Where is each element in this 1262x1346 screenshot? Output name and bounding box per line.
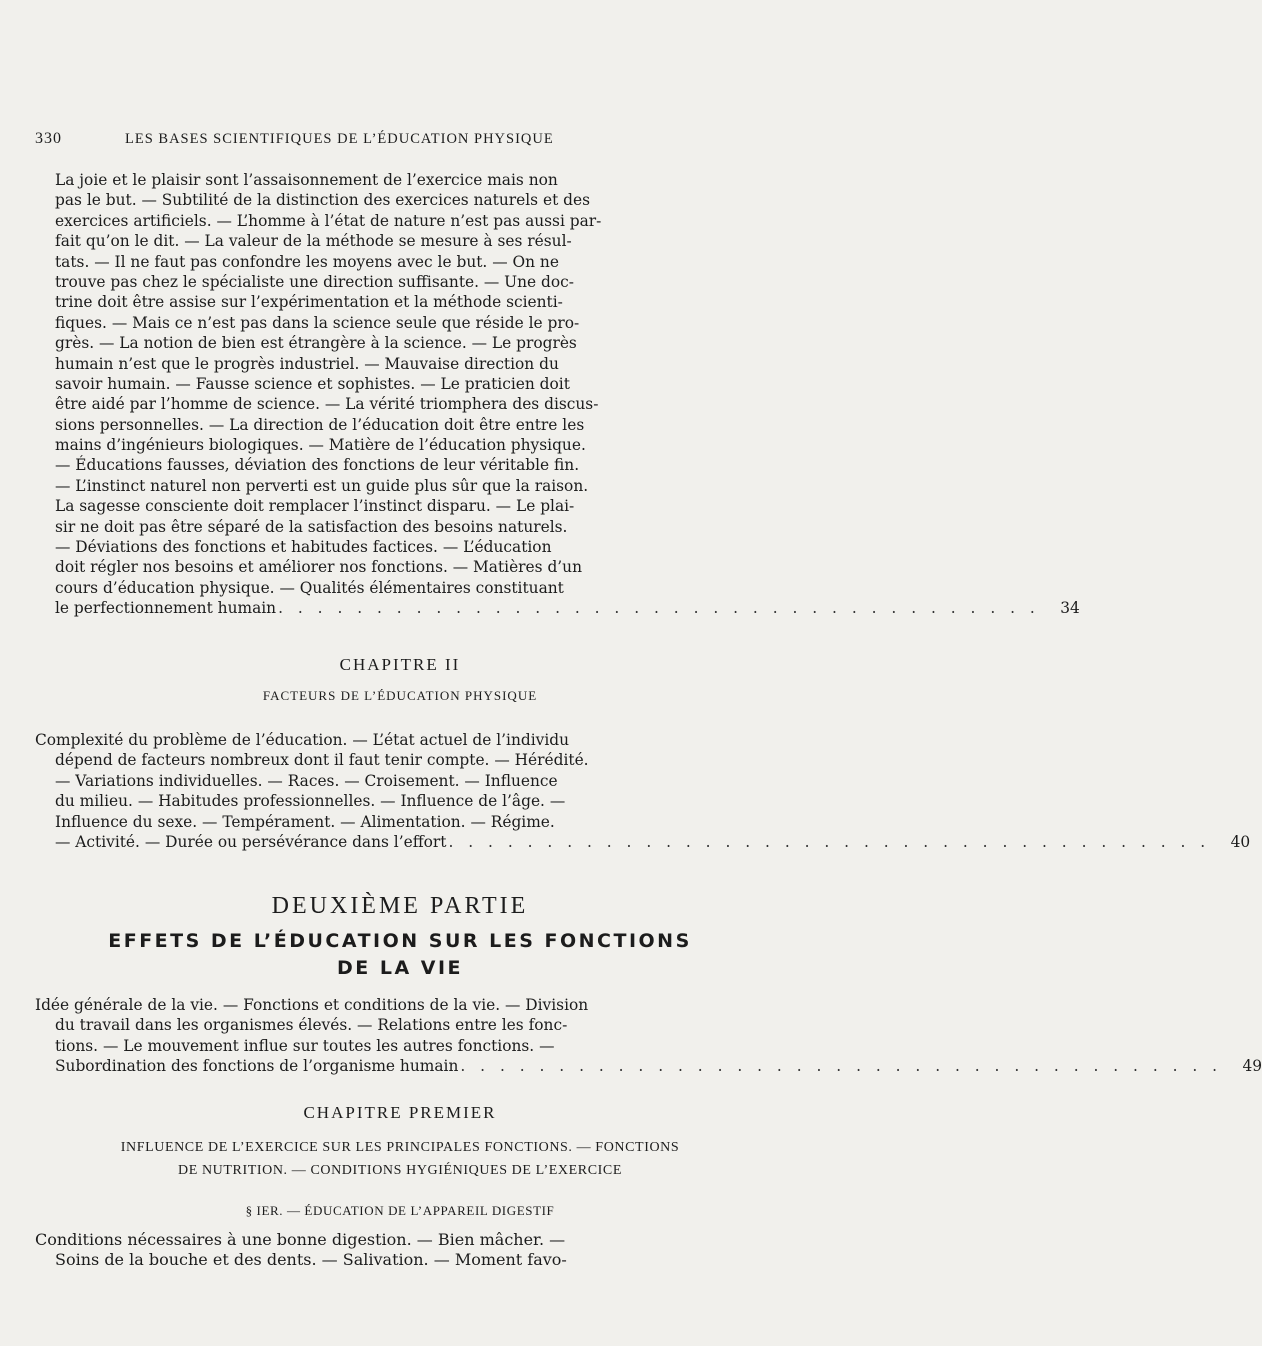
chapter-first-summary: [35, 1230, 685, 1271]
section-heading: § IER. — ÉDUCATION DE L’APPAREIL DIGESTIF: [245, 1203, 555, 1218]
part2-summary: [35, 995, 1262, 1077]
text-line: cours d’éducation physique. — Qualités élémentaires constituant: [55, 578, 564, 597]
chapter-subtitle-line2: DE NUTRITION. — CONDITIONS HYGIÉNIQUES DE L’EXERCICE: [177, 1163, 623, 1178]
leader-dots: . . . . . . . . . . . . . . . . . . . . . . . . . . . . . . . . . . . . . . .: [278, 599, 1040, 618]
text-line: trine doit être assise sur l’expérimentation et la méthode scienti-: [55, 293, 563, 312]
text-line: La joie et le plaisir sont l’assaisonnement de l’exercice mais non: [55, 171, 558, 189]
text-line: être aidé par l’homme de science. — La vérité triomphera des discus-: [55, 395, 599, 414]
toc-entry-line: Subordination des fonctions de l’organisme humain . . . . . . . . . . . . . . . . . . . . . . . . . . . . . . . . . . . . . . . 49: [55, 1057, 1262, 1076]
text-line: tions. — Le mouvement influe sur toutes les autres fonctions. —: [55, 1036, 555, 1055]
text-line: doit régler nos besoins et améliorer nos fonctions. — Matières d’un: [55, 558, 583, 577]
toc-entry-line: — Activité. — Durée ou persévérance dans l’effort . . . . . . . . . . . . . . . . . . . . . . . . . . . . . . . . . . . . . . . 40: [55, 832, 1251, 851]
page-number: 330: [35, 130, 62, 147]
running-title: LES BASES SCIENTIFIQUES DE L’ÉDUCATION PHYSIQUE: [125, 131, 554, 147]
text-line: fait qu’on le dit. — La valeur de la méthode se mesure à ses résul-: [55, 232, 572, 251]
text-line: du milieu. — Habitudes professionnelles. — Influence de l’âge. —: [55, 792, 566, 811]
section1-summary: [55, 170, 1080, 619]
text-line: — Déviations des fonctions et habitudes factices. — L’éducation: [55, 538, 552, 557]
text-line: savoir humain. — Fausse science et sophistes. — Le praticien doit: [55, 374, 570, 393]
chapter2-summary: [35, 730, 1251, 852]
text-line: Soins de la bouche et des dents. — Salivation. — Moment favo-: [55, 1250, 567, 1270]
chapter-title: CHAPITRE PREMIER: [303, 1103, 497, 1122]
text-line: Influence du sexe. — Tempérament. — Alimentation. — Régime.: [55, 812, 555, 831]
text-line: grès. — La notion de bien est étrangère à la science. — Le progrès: [55, 334, 577, 353]
text-line: tats. — Il ne faut pas confondre les moyens avec le but. — On ne: [55, 252, 559, 271]
text-line: Conditions nécessaires à une bonne digestion. — Bien mâcher. —: [35, 1230, 566, 1249]
chapter-title: CHAPITRE II: [339, 655, 461, 674]
chapter-subtitle: FACTEURS DE L’ÉDUCATION PHYSIQUE: [262, 688, 538, 703]
text-line: La sagesse consciente doit remplacer l’instinct disparu. — Le plai-: [55, 497, 575, 516]
chapter-subtitle-line1: INFLUENCE DE L’EXERCICE SUR LES PRINCIPALES FONCTIONS. — FONCTIONS: [120, 1140, 680, 1155]
toc-page-number: 34: [1060, 599, 1080, 618]
text-line: sir ne doit pas être séparé de la satisfaction des besoins naturels.: [55, 517, 568, 536]
part-subtitle-line1: EFFETS DE L’ÉDUCATION SUR LES FONCTIONS: [108, 930, 692, 952]
toc-page-number: 49: [1242, 1057, 1262, 1076]
text-line: exercices artificiels. — L’homme à l’état de nature n’est pas aussi par-: [55, 211, 602, 230]
text-line: du travail dans les organismes élevés. — Relations entre les fonc-: [55, 1016, 568, 1035]
text-line: Idée générale de la vie. — Fonctions et conditions de la vie. — Division: [35, 996, 589, 1014]
part-title: DEUXIÈME PARTIE: [271, 893, 529, 919]
text-line: fiques. — Mais ce n’est pas dans la science seule que réside le pro-: [55, 313, 580, 332]
text-line: Complexité du problème de l’éducation. — L’état actuel de l’individu: [35, 731, 570, 749]
text-line: pas le but. — Subtilité de la distinction des exercices naturels et des: [55, 191, 591, 210]
text-line: trouve pas chez le spécialiste une direction suffisante. — Une doc-: [55, 272, 574, 291]
leader-dots: . . . . . . . . . . . . . . . . . . . . . . . . . . . . . . . . . . . . . . .: [460, 1057, 1223, 1076]
text-line: — L’instinct naturel non perverti est un guide plus sûr que la raison.: [55, 476, 589, 495]
text-line: — Variations individuelles. — Races. — Croisement. — Influence: [55, 771, 558, 790]
part-subtitle-line2: DE LA VIE: [336, 957, 464, 979]
toc-entry-line: le perfectionnement humain . . . . . . . . . . . . . . . . . . . . . . . . . . . . . . . . . . . . . . . 34: [55, 599, 1080, 618]
text-line: — Éducations fausses, déviation des fonctions de leur véritable fin.: [55, 456, 580, 475]
leader-dots: . . . . . . . . . . . . . . . . . . . . . . . . . . . . . . . . . . . . . . .: [448, 832, 1211, 851]
text-line: mains d’ingénieurs biologiques. — Matière de l’éducation physique.: [55, 436, 586, 455]
toc-page-number: 40: [1230, 832, 1251, 851]
running-header: [35, 130, 695, 148]
text-line: humain n’est que le progrès industriel. — Mauvaise direction du: [55, 354, 559, 373]
text-line: sions personnelles. — La direction de l’éducation doit être entre les: [55, 415, 585, 434]
text-line: dépend de facteurs nombreux dont il faut tenir compte. — Hérédité.: [55, 751, 589, 770]
